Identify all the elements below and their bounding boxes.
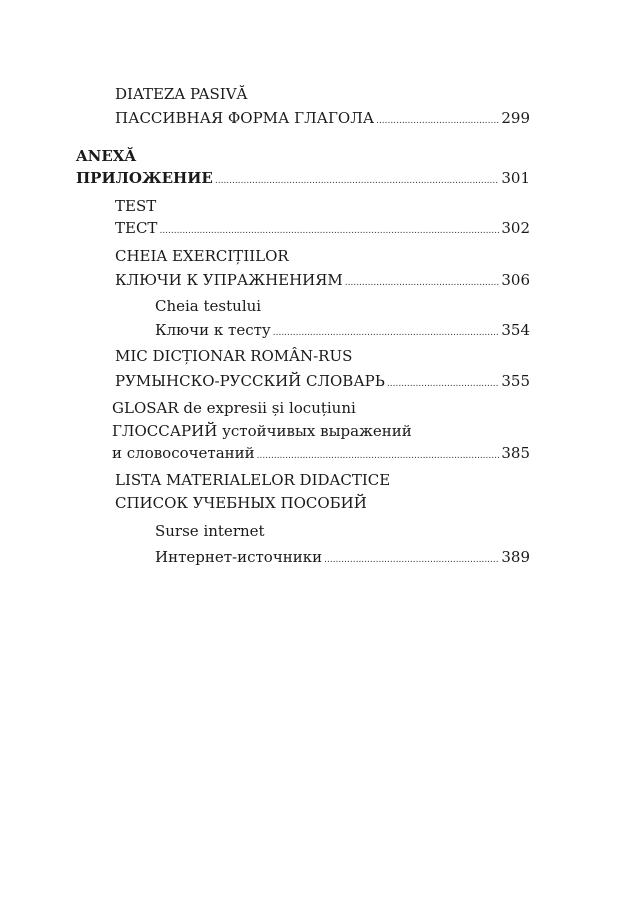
toc-entry-label: РУМЫНСКО-РУССКИЙ СЛОВАРЬ <box>115 372 385 390</box>
toc-entry-title-ru <box>115 371 530 391</box>
toc-entry-title-ro <box>115 470 530 490</box>
toc-entry-label: ANEXĂ <box>76 147 137 165</box>
toc-entry-title-ro <box>115 196 530 216</box>
page-number: 354 <box>501 321 530 339</box>
toc-entry-title-ru <box>115 218 530 238</box>
toc-entry-label: ПАССИВНАЯ ФОРМА ГЛАГОЛА <box>115 109 375 127</box>
toc-entry-label: КЛЮЧИ К УПРАЖНЕНИЯМ <box>115 271 343 289</box>
dot-leader <box>257 446 500 466</box>
toc-subentry-title-ro <box>155 521 530 541</box>
toc-section-title-ru <box>76 168 530 188</box>
toc-entry-label: GLOSAR de expresii și locuțiuni <box>112 399 356 417</box>
toc-entry-title-ru <box>112 421 530 441</box>
toc-entry-title-ro <box>115 84 530 104</box>
toc-entry-label: MIC DICȚIONAR ROMÂN-RUS <box>115 347 353 365</box>
toc-entry-label: Ключи к тесту <box>155 321 271 339</box>
toc-entry-label: Интернет-источники <box>155 548 323 566</box>
dot-leader <box>324 550 499 570</box>
dot-leader <box>387 374 499 394</box>
toc-entry-title-ru-continued <box>112 443 530 463</box>
toc-entry-title-ru <box>115 493 530 513</box>
toc-entry-label: TEST <box>115 197 157 215</box>
toc-entry-title-ru <box>115 270 530 290</box>
toc-entry-title-ru <box>115 108 530 128</box>
toc-entry-label: и словосочетаний <box>112 444 255 462</box>
toc-entry-label: ТЕСТ <box>115 219 158 237</box>
dot-leader <box>273 323 500 343</box>
toc-section-title-ro <box>76 146 530 166</box>
toc-entry-label: ПРИЛОЖЕНИЕ <box>76 169 213 187</box>
page-number: 385 <box>501 444 530 462</box>
toc-entry-label: СПИСОК УЧЕБНЫХ ПОСОБИЙ <box>115 494 367 512</box>
toc-entry-title-ro <box>112 398 530 418</box>
page-number: 302 <box>501 219 530 237</box>
dot-leader <box>345 273 500 293</box>
toc-entry-label: Cheia testului <box>155 297 262 315</box>
toc-subentry-title-ru <box>155 547 530 567</box>
toc-entry-label: DIATEZA PASIVĂ <box>115 85 248 103</box>
toc-entry-title-ro <box>115 246 530 266</box>
dot-leader <box>376 111 499 131</box>
dot-leader <box>159 221 499 241</box>
toc-subentry-title-ru <box>155 320 530 340</box>
toc-entry-label: ГЛОССАРИЙ устойчивых выражений <box>112 422 412 440</box>
toc-entry-label: CHEIA EXERCIȚIILOR <box>115 247 289 265</box>
toc-entry-label: LISTA MATERIALELOR DIDACTICE <box>115 471 391 489</box>
page-number: 299 <box>501 109 530 127</box>
page-number: 355 <box>501 372 530 390</box>
toc-entry-label: Surse internet <box>155 522 265 540</box>
page-number: 389 <box>501 548 530 566</box>
toc-subentry-title-ro <box>155 296 530 316</box>
toc-entry-title-ro <box>115 346 530 366</box>
dot-leader <box>215 171 500 191</box>
page-number: 301 <box>501 169 530 187</box>
page-number: 306 <box>501 271 530 289</box>
